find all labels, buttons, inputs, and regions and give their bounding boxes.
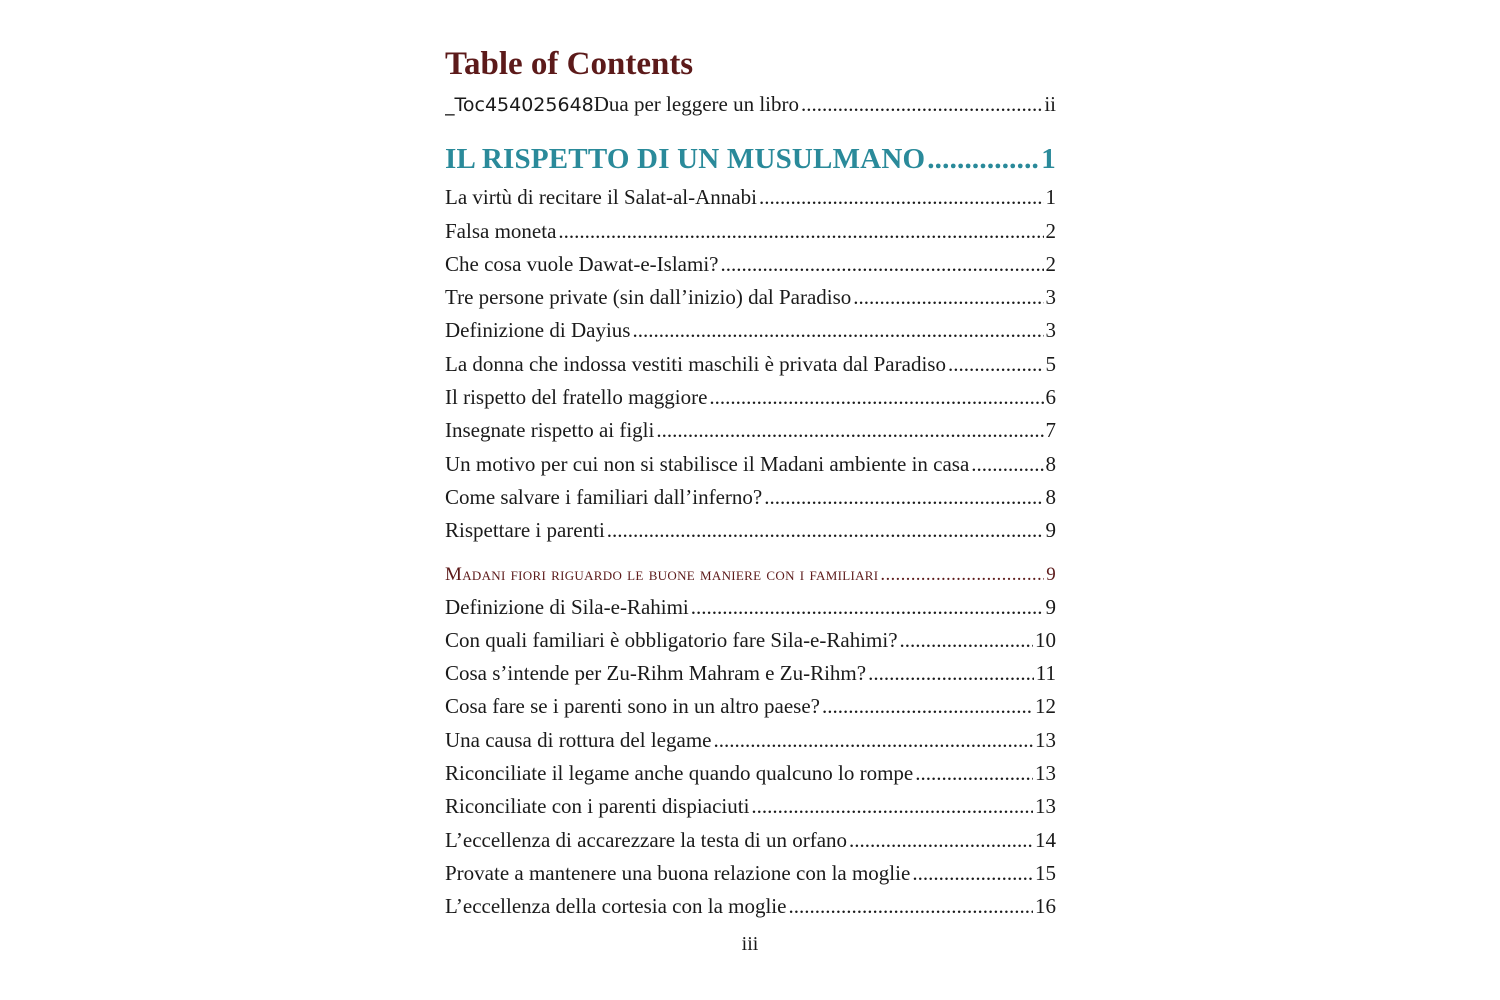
toc-entry-label: Insegnate rispetto ai figli: [445, 418, 655, 443]
dot-leader: [751, 790, 1033, 823]
dot-leader: [822, 690, 1033, 723]
toc-entry-label: L’eccellenza della cortesia con la moglie: [445, 894, 787, 919]
toc-entry-page: 12: [1035, 694, 1056, 719]
toc-entry-page: 8: [1045, 484, 1056, 509]
toc-entry[interactable]: [445, 514, 1056, 547]
dot-leader: [632, 314, 1043, 347]
toc-entry-page: 9: [1045, 594, 1056, 619]
toc-entry[interactable]: [445, 414, 1056, 447]
toc-entry[interactable]: [445, 857, 1056, 890]
toc-entry[interactable]: [445, 248, 1056, 281]
toc-entry-page: 2: [1045, 218, 1056, 243]
toc-entry-label: Definizione di Dayius: [445, 318, 631, 343]
toc-entry[interactable]: [445, 890, 1056, 923]
page-number: iii: [741, 933, 759, 955]
toc-entry-label: Che cosa vuole Dawat-e-Islami?: [445, 251, 719, 276]
toc-entry-page: 1: [1045, 185, 1056, 210]
dot-leader: [853, 281, 1043, 314]
dot-leader: [927, 137, 1039, 181]
toc-entry[interactable]: [445, 181, 1056, 214]
toc-entry-label: Cosa s’intende per Zu-Rihm Mahram e Zu-Rihm?: [445, 661, 867, 686]
toc-entry-page: 13: [1035, 761, 1056, 786]
toc-entry-page: 13: [1035, 794, 1056, 819]
toc-entry-label: La virtù di recitare il Salat-al-Annabi: [445, 185, 757, 210]
dot-leader: [709, 381, 1043, 414]
dot-leader: [691, 591, 1044, 624]
toc-entry-page: 3: [1045, 318, 1056, 343]
dot-leader: [801, 88, 1042, 121]
toc-entry[interactable]: [445, 448, 1056, 481]
toc-chapter-page: 1: [1041, 143, 1056, 176]
toc-entry-page: 13: [1035, 727, 1056, 752]
toc-entry-label: Con quali familiari è obbligatorio fare Sila-e-Rahimi?: [445, 627, 898, 652]
toc-entry-label: Dua per leggere un libro: [593, 92, 800, 116]
toc-entry-label: Una causa di rottura del legame: [445, 727, 712, 752]
toc-bookmark-code: _Toc454025648: [445, 94, 594, 116]
toc-entry[interactable]: [445, 690, 1056, 723]
dot-leader: [948, 348, 1044, 381]
toc-entry[interactable]: [445, 624, 1056, 657]
toc-entry-page: 3: [1045, 285, 1056, 310]
toc-entry-label: Provate a mantenere una buona relazione con la moglie: [445, 860, 911, 885]
toc-entries-section: [445, 591, 1056, 924]
toc-entry[interactable]: [445, 481, 1056, 514]
toc-entry-page: ii: [1044, 92, 1056, 116]
toc-entries-chapter: [445, 181, 1056, 547]
toc-entry[interactable]: [445, 724, 1056, 757]
toc-entry-label: Il rispetto del fratello maggiore: [445, 385, 708, 410]
toc-entry-label: Tre persone private (sin dall’inizio) dal Paradiso: [445, 285, 852, 310]
dot-leader: [607, 514, 1044, 547]
dot-leader: [915, 757, 1033, 790]
toc-section[interactable]: [445, 558, 1056, 591]
toc-entry[interactable]: [445, 657, 1056, 690]
dot-leader: [868, 657, 1034, 690]
toc-entry-label: Un motivo per cui non si stabilisce il Madani ambiente in casa: [445, 451, 970, 476]
toc-entry-page: 5: [1045, 351, 1056, 376]
dot-leader: [971, 448, 1043, 481]
toc-entry[interactable]: [445, 790, 1056, 823]
toc-page: [445, 40, 1056, 924]
toc-entry-page: 9: [1045, 518, 1056, 543]
dot-leader: [849, 824, 1033, 857]
toc-entry-label: Falsa moneta: [445, 218, 557, 243]
toc-entry-label: Rispettare i parenti: [445, 518, 605, 543]
toc-entry-label: L’eccellenza di accarezzare la testa di un orfano: [445, 827, 848, 852]
dot-leader: [912, 857, 1033, 890]
toc-entry-label: La donna che indossa vestiti maschili è privata dal Paradiso: [445, 351, 946, 376]
toc-entry-preface[interactable]: [445, 88, 1056, 121]
toc-entry-label: Riconciliate il legame anche quando qualcuno lo rompe: [445, 761, 914, 786]
dot-leader: [764, 481, 1043, 514]
dot-leader: [558, 215, 1043, 248]
dot-leader: [788, 890, 1033, 923]
toc-entry-page: 7: [1045, 418, 1056, 443]
toc-title: Table of Contents: [445, 46, 694, 82]
toc-entry-page: 6: [1045, 385, 1056, 410]
toc-section-page: 9: [1046, 563, 1056, 585]
dot-leader: [900, 624, 1033, 657]
toc-entry-page: 15: [1035, 860, 1056, 885]
dot-leader: [656, 414, 1043, 447]
dot-leader: [713, 724, 1033, 757]
toc-entry[interactable]: [445, 281, 1056, 314]
toc-entry-label: Riconciliate con i parenti dispiaciuti: [445, 794, 750, 819]
toc-entry-page: 2: [1045, 251, 1056, 276]
toc-entry-label: Definizione di Sila-e-Rahimi: [445, 594, 689, 619]
toc-entry-page: 11: [1035, 661, 1056, 686]
toc-entry[interactable]: [445, 348, 1056, 381]
toc-entry[interactable]: [445, 215, 1056, 248]
toc-entry[interactable]: [445, 757, 1056, 790]
dot-leader: [720, 248, 1043, 281]
toc-section-label: Madani fiori riguardo le buone maniere con i familiari: [445, 563, 879, 585]
toc-chapter-label: IL RISPETTO DI UN MUSULMANO: [445, 143, 926, 176]
toc-entry-page: 10: [1035, 627, 1056, 652]
dot-leader: [880, 558, 1044, 591]
toc-entry-label: Cosa fare se i parenti sono in un altro paese?: [445, 694, 820, 719]
toc-chapter[interactable]: [445, 137, 1056, 181]
toc-entry-page: 16: [1035, 894, 1056, 919]
toc-entry[interactable]: [445, 591, 1056, 624]
toc-entry[interactable]: [445, 314, 1056, 347]
toc-entry-page: 14: [1035, 827, 1056, 852]
toc-entry-page: 8: [1045, 451, 1056, 476]
toc-entry[interactable]: [445, 824, 1056, 857]
toc-entry[interactable]: [445, 381, 1056, 414]
toc-entry-label: Come salvare i familiari dall’inferno?: [445, 484, 763, 509]
dot-leader: [759, 181, 1044, 214]
